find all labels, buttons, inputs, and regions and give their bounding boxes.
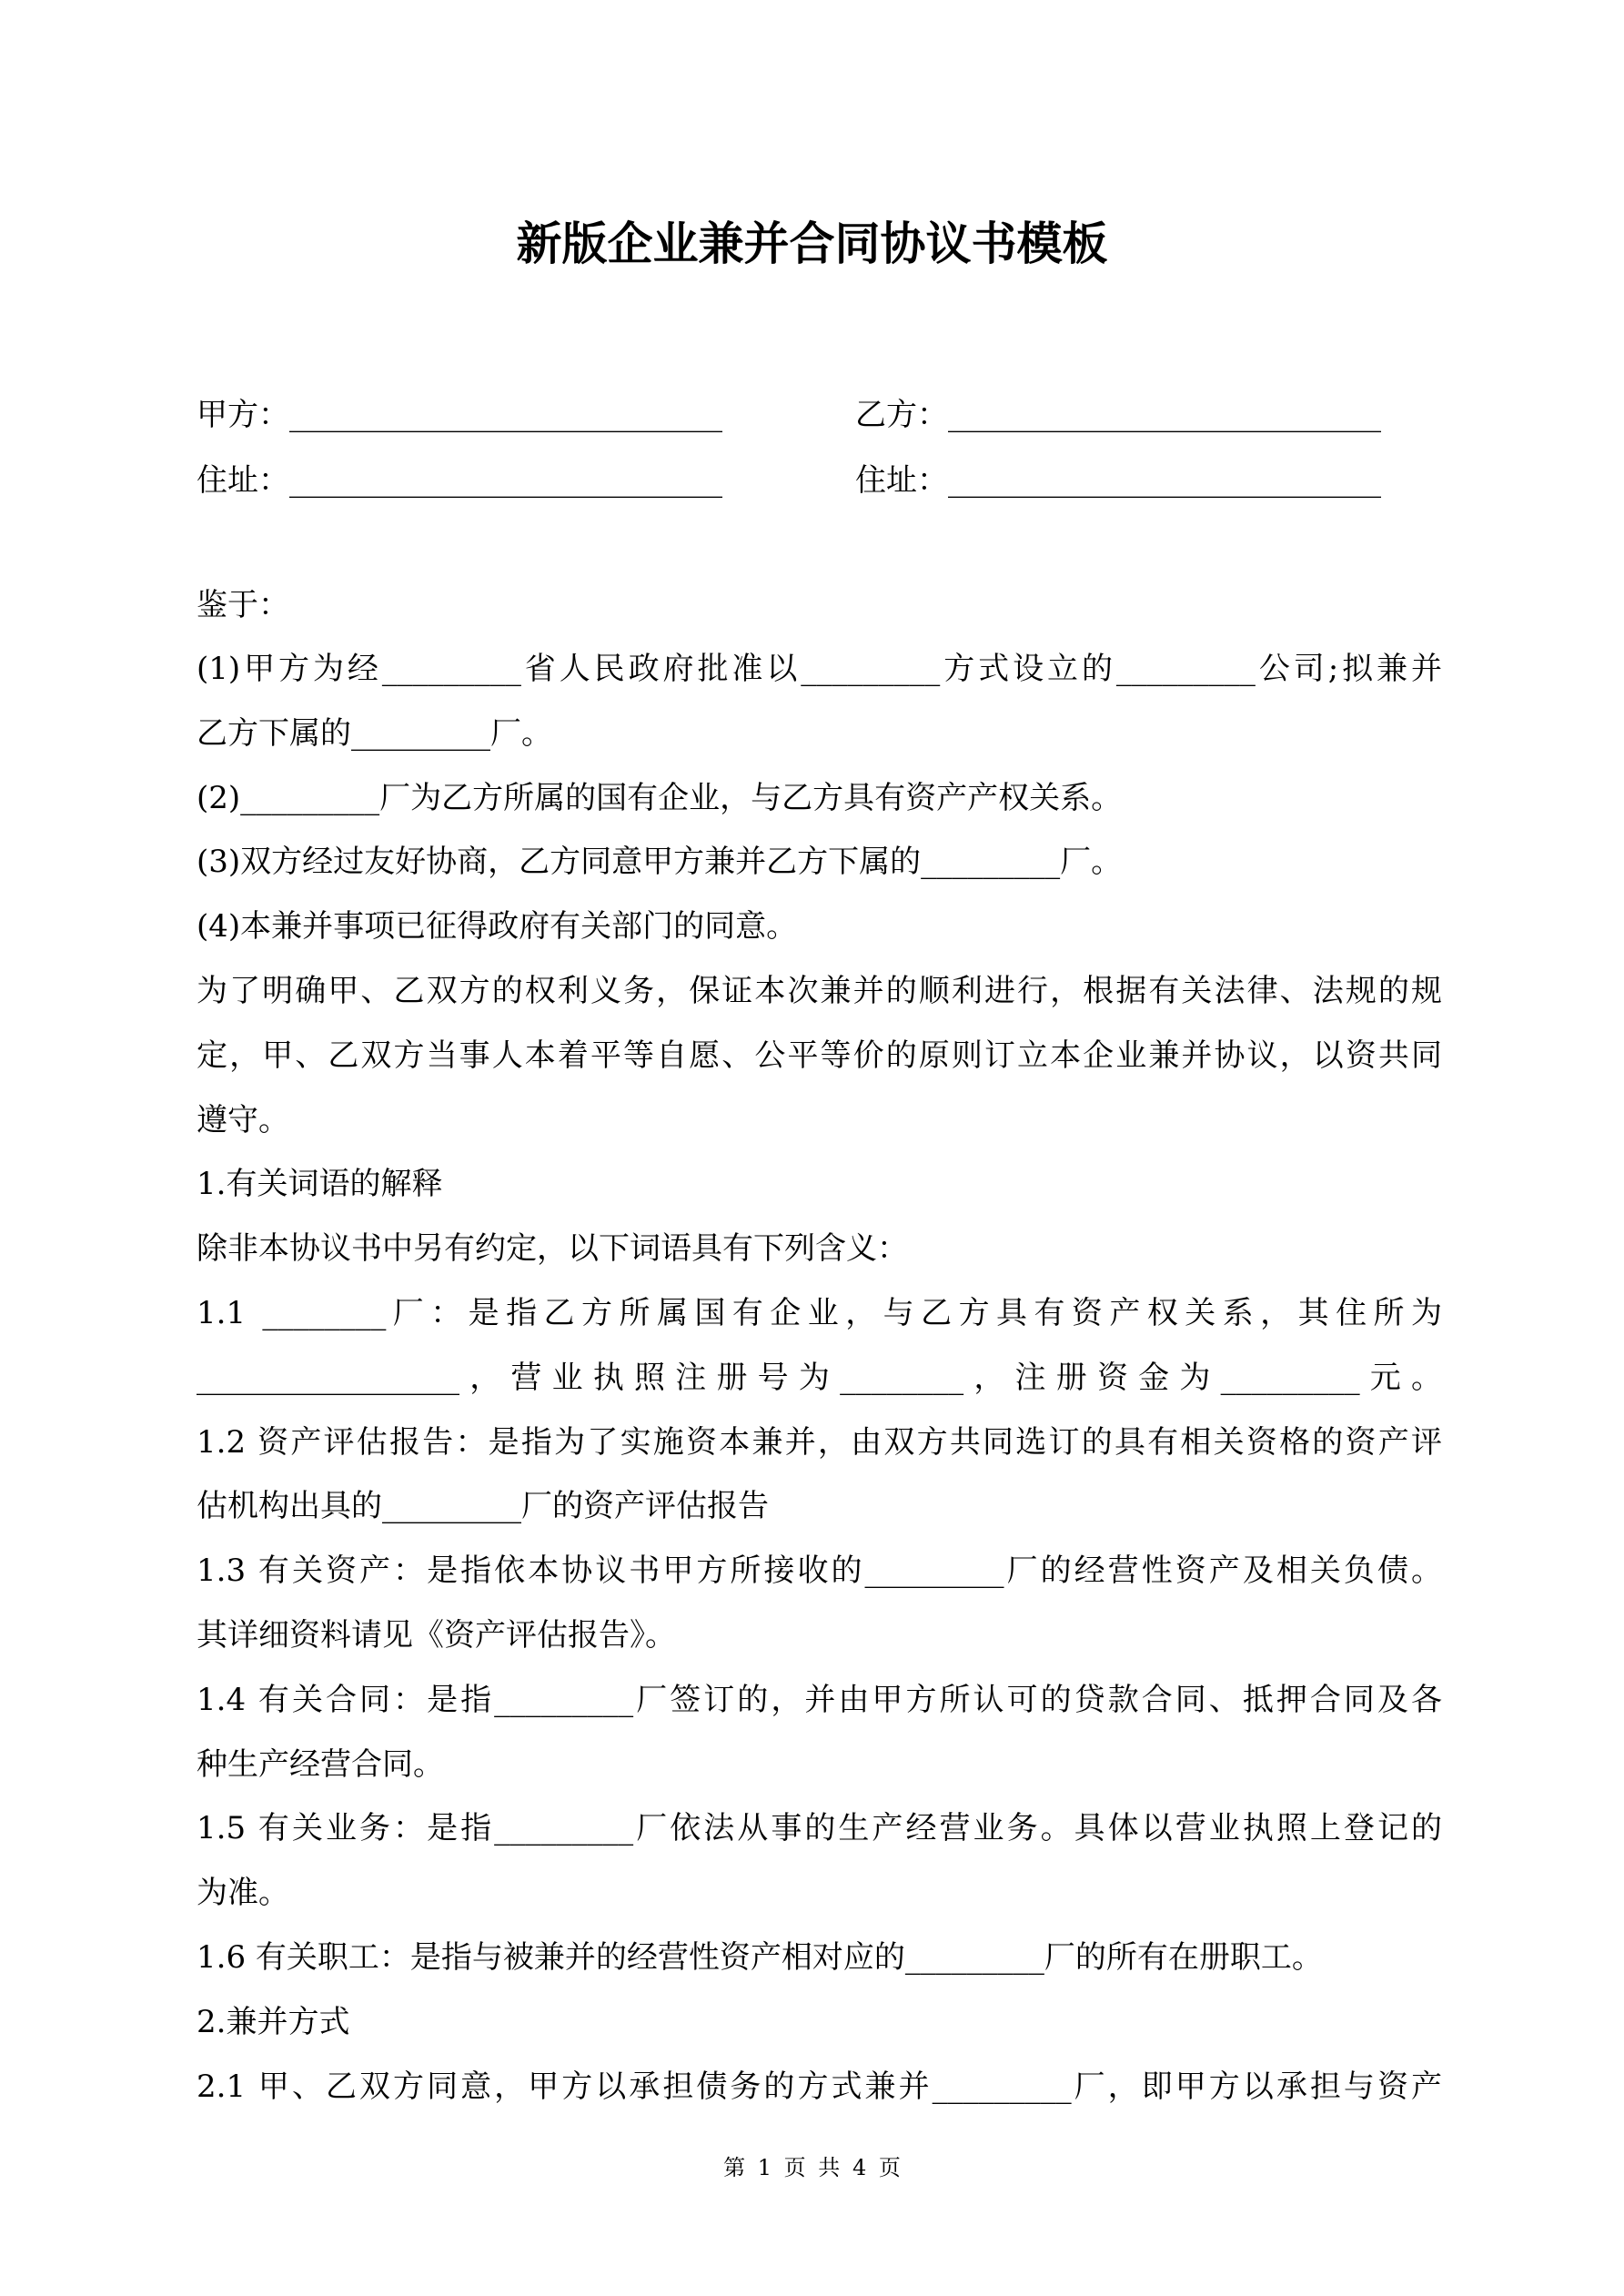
body-line: 1.有关词语的解释 [197,1166,443,1203]
body-line: (2)_________厂为乙方所属的国有企业，与乙方具有资产产权关系。 [197,779,1123,816]
body-line: 1.6 有关职工：是指与被兼并的经营性资产相对应的_________厂的所有在册职工。 [197,1939,1323,1976]
body-line: 2.1 甲、乙双方同意，甲方以承担债务的方式兼并_________厂，即甲方以承担与资产 [197,2068,1442,2105]
body-line: 定，甲、乙双方当事人本着平等自愿、公平等价的原则订立本企业兼并协议，以资共同 [197,1037,1442,1074]
body-line: _________________，营业执照注册号为________，注册资金为_________元。 [197,1359,1442,1396]
page-footer: 第 1 页 共 4 页 [723,2155,901,2180]
party-a-address-blank: ____________________________ [289,462,722,499]
body-line: 为准。 [197,1875,289,1912]
party-a-label: 甲方： [197,397,289,433]
body-line: 为了明确甲、乙双方的权利义务，保证本次兼并的顺利进行，根据有关法律、法规的规 [197,973,1442,1009]
body-line: 除非本协议书中另有约定，以下词语具有下列含义： [197,1230,908,1268]
body-line: 1.1 ________厂：是指乙方所属国有企业，与乙方具有资产权关系，其住所为 [197,1295,1442,1331]
party-a-address-label: 住址： [197,462,289,499]
body-line: 1.2 资产评估报告：是指为了实施资本兼并，由双方共同选订的具有相关资格的资产评 [197,1423,1442,1461]
party-b-address-label: 住址： [855,462,948,499]
party-b-blank: ____________________________ [948,397,1381,433]
party-a-blank: ____________________________ [289,397,722,433]
party-b-address-field [855,455,1381,500]
body-line: 其详细资料请见《资产评估报告》。 [197,1617,676,1654]
body-line: (1)甲方为经_________省人民政府批准以_________方式设立的_________公司;拟兼并 [197,651,1442,687]
party-b-address-blank: ____________________________ [948,462,1381,499]
body-line: 遵守。 [197,1101,289,1138]
body-line: 种生产经营合同。 [197,1745,444,1783]
party-a-address-field [197,455,722,500]
body-line: 1.4 有关合同：是指_________厂签订的，并由甲方所认可的贷款合同、抵押合同及各 [197,1681,1442,1718]
party-a-field [197,389,722,434]
body-line: 1.5 有关业务：是指_________厂依法从事的生产经营业务。具体以营业执照上登记的 [197,1810,1442,1847]
body-line: 估机构出具的_________厂的资产评估报告 [197,1488,769,1525]
party-b-field [855,389,1381,434]
body-line: 鉴于： [197,587,289,623]
body-line: 2.兼并方式 [197,2003,350,2040]
body-line: (4)本兼并事项已征得政府有关部门的同意。 [197,908,798,946]
body-line: 1.3 有关资产：是指依本协议书甲方所接收的_________厂的经营性资产及相关负债。 [197,1553,1442,1590]
body-line: (3)双方经过友好协商，乙方同意甲方兼并乙方下属的_________厂。 [197,844,1123,881]
body-line: 乙方下属的_________厂。 [197,714,552,752]
party-b-label: 乙方： [855,397,948,433]
document-title: 新版企业兼并合同协议书模板 [516,217,1108,270]
